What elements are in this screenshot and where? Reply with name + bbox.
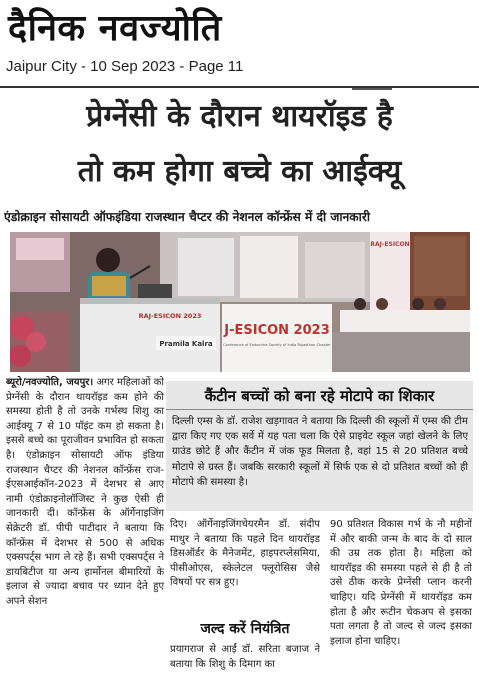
right-column-text: 90 प्रतिशत विकास गर्भ के नौ महीनों में और बाकी जन्म के बाद के दो साल की उम्र तक होता है। महिला को थायरॉइड की समस्या पहले से ही है तो उसे ठीक करके प्रेग्नेंसी प्लान करनी चाहिए। यदि प्रेग्नेंसी में थायरॉइड कम होता है और रूटीन चेकअप से इसका पता लगता है तो जल्द से जल्द इसका इलाज होना चाहिए।: [330, 519, 472, 647]
photo-jesicon-banner-text: J-ESICON 2023: [224, 323, 330, 338]
edition-line: Jaipur City - 10 Sep 2023 - Page 11: [6, 58, 244, 75]
sidebar-box-title: कैंटीन बच्चों को बना रहे मोटापे का शिकार: [204, 387, 435, 405]
header-dash: [352, 88, 392, 90]
section-subheading: जल्द करें नियंत्रित: [200, 621, 290, 637]
sidebar-box: [166, 381, 473, 511]
newspaper-masthead: दैनिक नवज्योति: [8, 7, 222, 49]
photo-podium-banner-text: RAJ-ESICON 2023: [138, 312, 202, 320]
photo-podium-name: Pramila Kalra: [159, 340, 213, 348]
photo-jesicon-banner-subtext: Conference of Endocrine Society of India Rajasthan Chapter: [223, 343, 331, 347]
byline: ब्यूरो/नवज्योति, जयपुर।: [6, 377, 94, 388]
middle-column-text-2: प्रयागराज से आईं डॉ. सरिता बजाज ने बताया कि शिशु के दिमाग का: [170, 644, 320, 670]
headline-line-1: प्रेग्नेंसी के दौरान थायरॉइड है: [86, 99, 393, 134]
lead-article-column: [6, 376, 164, 676]
sidebar-box-rule: [166, 409, 473, 410]
sidebar-box-text: दिल्ली एम्स के डॉ. राजेश खड़गावत ने बताया कि दिल्ली की स्कूलों में एम्स की टीम द्वारा किए गए एक सर्वे में यह पता चला कि ऐसे प्राइवेट स्कूल जहां खेलने के लिए ग्राउंड छोटे हैं और कैंटीन में जंक फूड मिलता है, वहां 15 से 20 प्रतिशत बच्चे मोटापे से ग्रस्त हैं। जबकि सरकारी स्कूलों में सिर्फ एक से दो प्रतिशत बच्चों को ही मोटापे की समस्या है।: [172, 416, 468, 488]
right-column: [330, 518, 472, 663]
header-rule: [0, 86, 479, 88]
photo-right-banner-text: RAJ-ESICON: [370, 241, 410, 248]
middle-column-continued: [170, 643, 320, 676]
subheadline: एंडोक्राइन सोसायटी ऑफइंडिया राजस्थान चैप्टर की नेशनल कॉन्फ्रेंस में दी जानकारी: [4, 210, 370, 224]
headline-line-2: तो कम होगा बच्चे का आईक्यू: [77, 154, 402, 189]
conference-photo: [10, 232, 470, 372]
lead-text: अगर महिलाओं को प्रेग्नेंसी के दौरान थायरॉइड कम होने की समस्या होती है तो उनके गर्भस्थ शिशु का आईक्यू 7 से 10 पॉइंट कम हो सकता है। इससे बच्चे का पूराजीवन प्रभावित हो सकता है। एंडोक्राइन सोसायटी ऑफ इंडिया राजस्थान चैप्टर की नेशनल कॉन्फ्रेंस राज-ईएसआईकॉन-2023 में देशभर से आए नामी एंडोक्राइनोलॉजिस्ट ने कुछ ऐसी ही जानकारी दी। कॉन्फ्रेंस के ऑर्गेनाइजिंग सेक्रेटरी डॉ. पीपी पाटीदार ने बताया कि कॉन्फ्रेंस में देशभर से 500 से अधिक एक्सपर्ट्स भाग ले रहे हैं। सभी एक्सपर्ट्स ने डायबिटीज या अन्य हार्मोनल बीमारियों के इलाज से ज्यादा बचाव पर ध्यान देते हुए अपने सेशन: [6, 377, 164, 607]
middle-column-text: दिए। ऑर्गेनाइजिंगचेयरमैन डॉ. संदीप माथुर ने बताया कि पहले दिन थायरॉइड डिसऑर्डर के मैनेजमेंट, हाइपरप्लेसमिया, पीसीओएस, स्केलेटल फ्लूरोसिस जैसे विषयों पर सत्र हुए।: [170, 519, 320, 589]
